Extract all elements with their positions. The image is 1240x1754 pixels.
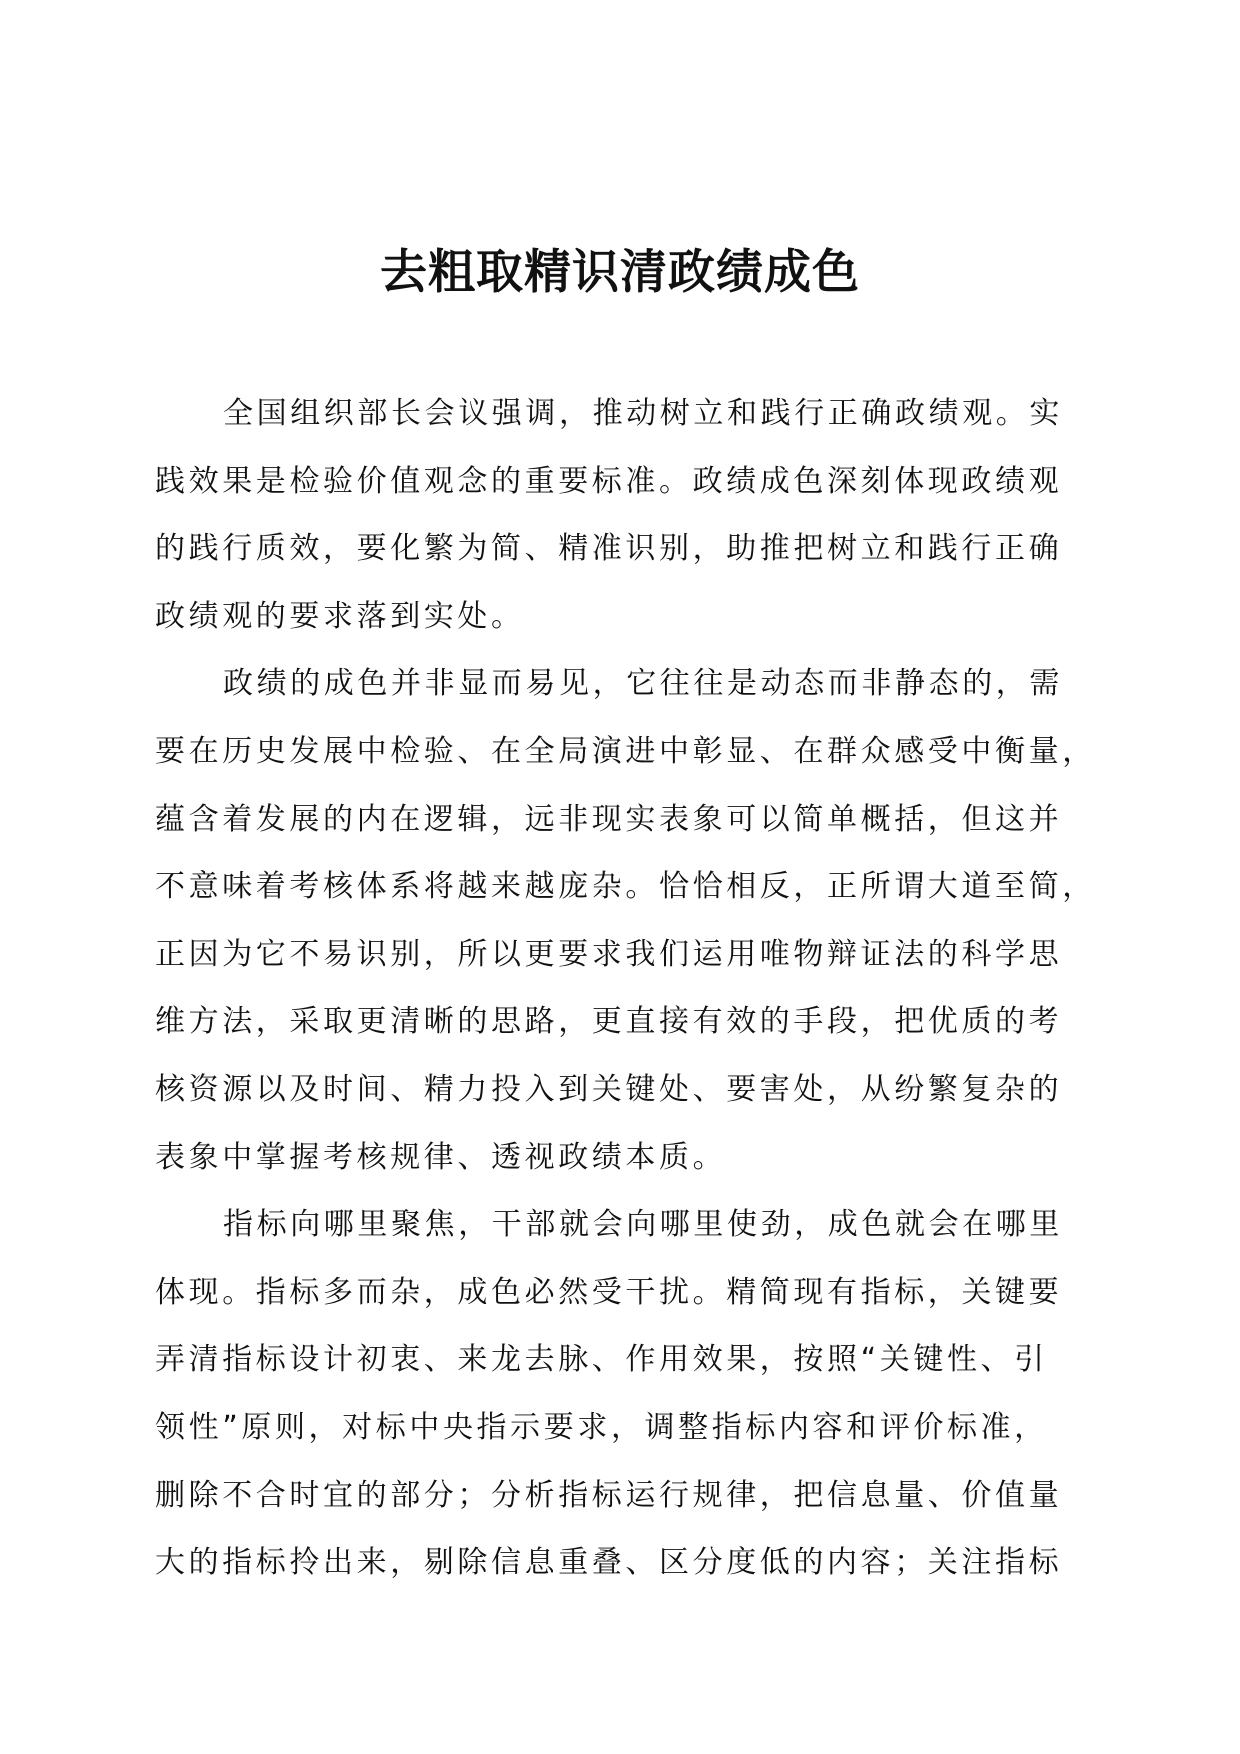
paragraph-line: 践效果是检验价值观念的重要标准。政绩成色深刻体现政绩观 [155,463,1063,499]
paragraph-line: 表象中掌握考核规律、透视政绩本质。 [155,1139,727,1175]
paragraph-line: 核资源以及时间、精力投入到关键处、要害处，从纷繁复杂的 [155,1071,1063,1107]
paragraph-line: 领性”原则，对标中央指示要求，调整指标内容和评价标准， [155,1409,1048,1445]
paragraph-line: 正因为它不易识别，所以更要求我们运用唯物辩证法的科学思 [155,936,1063,972]
paragraph-line: 全国组织部长会议强调，推动树立和践行正确政绩观。实 [223,396,1063,431]
document-body [155,380,1096,1597]
document-title: 去粗取精识清政绩成色 [380,245,860,300]
paragraph-line: 弄清指标设计初衷、来龙去脉、作用效果，按照“关键性、引 [155,1342,1048,1378]
paragraph-line: 蕴含着发展的内在逻辑，远非现实表象可以简单概括，但这并 [155,801,1063,837]
paragraph-line: 指标向哪里聚焦，干部就会向哪里使劲，成色就会在哪里 [223,1207,1063,1243]
paragraph-line: 不意味着考核体系将越来越庞杂。恰恰相反，正所谓大道至简， [155,869,1096,905]
paragraph-line: 体现。指标多而杂，成色必然受干扰。精简现有指标，关键要 [155,1274,1063,1310]
paragraph-line: 政绩的成色并非显而易见，它往往是动态而非静态的，需 [223,666,1063,702]
paragraph-line: 大的指标拎出来，剔除信息重叠、区分度低的内容；关注指标 [155,1545,1063,1581]
paragraph-1 [155,380,1085,650]
paragraph-3 [155,1191,1085,1597]
paragraph-2 [155,650,1096,1191]
paragraph-line: 维方法，采取更清晰的思路，更直接有效的手段，把优质的考 [155,1004,1063,1040]
paragraph-line: 的践行质效，要化繁为简、精准识别，助推把树立和践行正确 [155,531,1063,567]
paragraph-line: 政绩观的要求落到实处。 [155,598,525,634]
paragraph-line: 要在历史发展中检验、在全局演进中彰显、在群众感受中衡量， [155,733,1096,769]
paragraph-line: 删除不合时宜的部分；分析指标运行规律，把信息量、价值量 [155,1477,1063,1513]
